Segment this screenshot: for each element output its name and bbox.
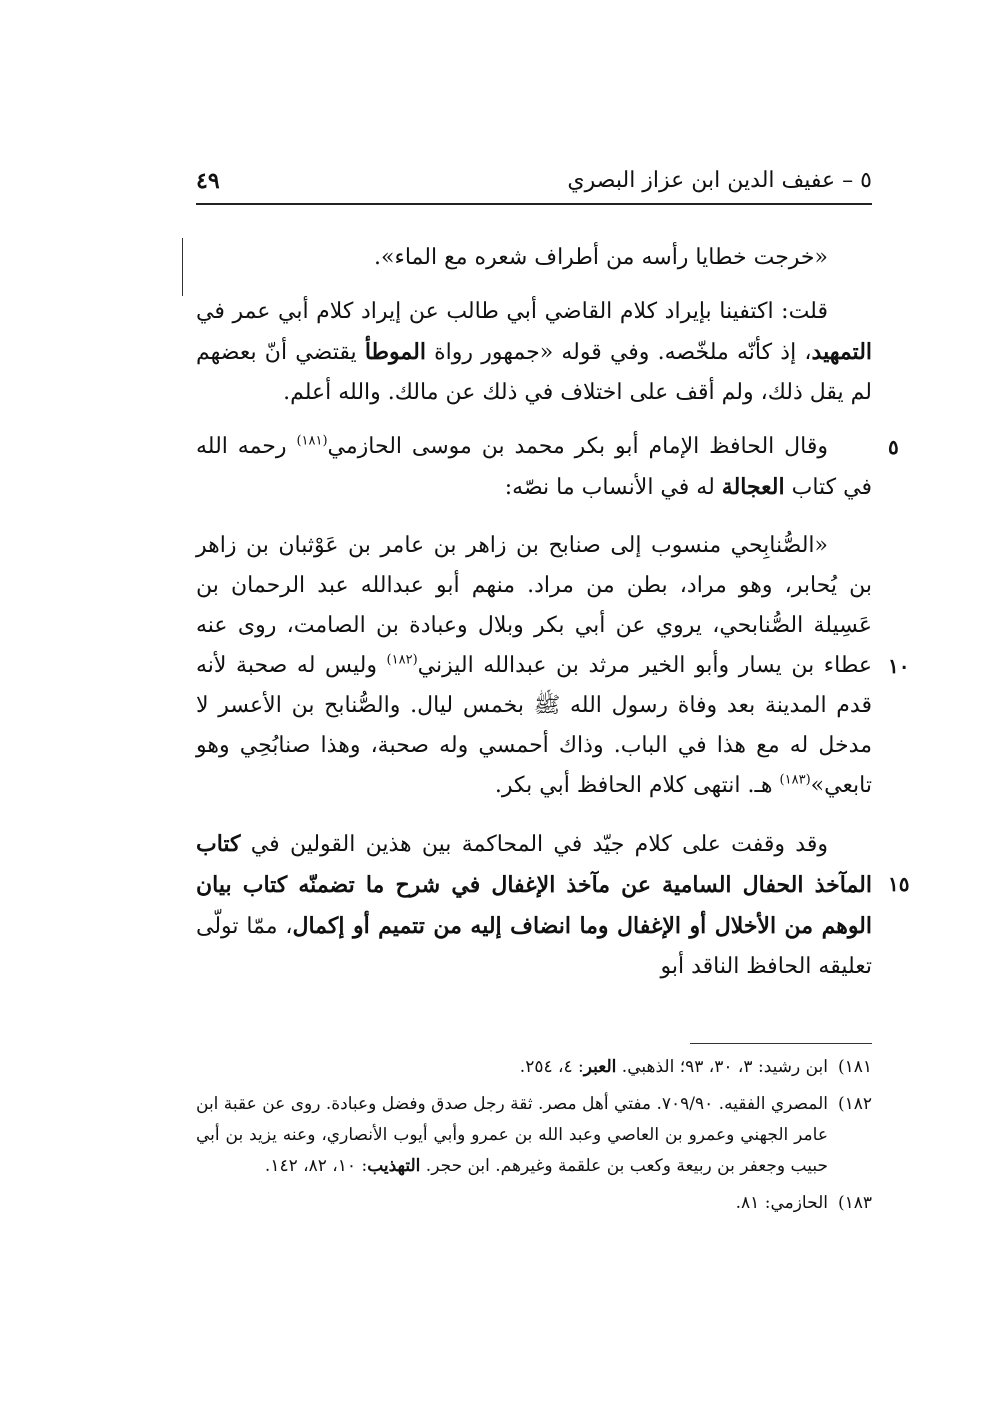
footnote-ref-181: (١٨١) — [296, 433, 328, 449]
hazimi-text-1: وقال الحافظ الإمام أبو بكر محمد بن موسى الحازمي — [327, 434, 828, 459]
line-number-5: ٥ — [888, 435, 899, 459]
footnote-rule — [690, 1043, 872, 1044]
sunabihi-quote-paragraph — [196, 526, 910, 806]
sunabihi-text-2: وليس له صحبة لأنه قدم المدينة بعد وفاة رسول الله ﷺ بخمس ليال. والصُّنابح بن الأعسر لا مدخل له مع هذا في الباب. وذاك أحمسي وله صحبة، وهذا صنابُحِي وهو تابعي» — [196, 653, 872, 798]
footnote-182 — [196, 1089, 872, 1182]
line-number-15: ١٥ — [888, 872, 910, 896]
header-rule — [196, 203, 872, 205]
commentary-paragraph — [196, 292, 872, 413]
footnote-183 — [196, 1188, 872, 1219]
hazimi-text-3: له في الأنساب ما نصّه: — [504, 475, 722, 500]
footnote-book-title: العبر — [583, 1057, 617, 1077]
footnote-text-end: : ١٠، ٨٢، ١٤٢. — [264, 1156, 368, 1176]
hazimi-text-2: رحمه الله في كتاب — [196, 434, 872, 500]
margin-marker — [182, 238, 183, 296]
line-number-10: ١٠ — [888, 654, 910, 678]
footnote-181 — [196, 1052, 872, 1083]
book-title-ujala: العجالة — [721, 474, 785, 500]
footnote-ref-183: (١٨٣) — [779, 772, 811, 788]
footnote-ref-182: (١٨٢) — [386, 652, 418, 668]
running-header-title: ٥ – عفيف الدين ابن عزاز البصري — [567, 168, 872, 193]
hazimi-intro-paragraph — [196, 427, 899, 508]
footnotes — [196, 1052, 872, 1225]
footnote-number: ١٨٣) — [837, 1193, 872, 1213]
commentary-text-1: قلت: اكتفينا بإيراد كلام القاضي أبي طالب عن إيراد كلام أبي عمر في — [196, 299, 828, 324]
footnote-text: ابن رشيد: ٣، ٣٠، ٩٣؛ الذهبي. — [616, 1057, 828, 1077]
commentary-text-3: يقتضي أنّ بعضهم لم يقل ذلك، ولم أقف على اختلاف في ذلك عن مالك. والله أعلم. — [196, 340, 872, 405]
footnote-number: ١٨٢) — [837, 1094, 872, 1114]
main-text — [196, 238, 910, 987]
footnote-text-end: : ٤، ٢٥٤. — [519, 1057, 584, 1077]
sunabihi-text-3: هـ. انتهى كلام الحافظ أبي بكر. — [494, 773, 780, 798]
quote-text: «خرجت خطايا رأسه من أطراف شعره مع الماء». — [374, 245, 828, 270]
maakhidh-text-2: ، ممّا تولّى تعليقه الحافظ الناقد أبو — [196, 914, 872, 979]
maakhidh-text-1: وقد وقفت على كلام جيّد في المحاكمة بين هذين القولين في — [240, 832, 828, 857]
footnote-book-title: التهذيب — [367, 1156, 421, 1176]
footnote-text: المصري الفقيه. ٧٠٩/٩٠. مفتي أهل مصر. ثقة رجل صدق وفضل وعبادة. روى عن عقبة ابن عامر الجهني وعمرو بن العاصي وعبد الله بن عمرو وأبي أيوب الأنصاري، وعنه يزيد بن أبي حبيب وجعفر بن ربيعة وكعب بن علقمة وغيرهم. ابن حجر. — [196, 1094, 828, 1176]
footnote-text: الحازمي: ٨١. — [735, 1193, 828, 1213]
book-title-tamhid: التمهيد — [811, 339, 873, 365]
page-number: ٤٩ — [196, 168, 220, 194]
quote-paragraph — [196, 238, 872, 278]
book-title-muwatta: الموطأ — [364, 339, 426, 365]
sunabihi-text-1: «الصُّنابِحي منسوب إلى صنابح بن زاهر بن عامر بن عَوْثبان بن زاهر بن يُحابر، وهو مراد، بطن من مراد. منهم أبو عبدالله عبد الرحمان بن عَسِيلة الصُّنابحي، يروي عن أبي بكر وبلال وعبادة بن الصامت، روى عنه عطاء بن يسار وأبو الخير مرثد بن عبدالله اليزني — [196, 533, 873, 678]
book-title-maakhidh: كتاب المآخذ الحفال السامية عن مآخذ الإغفال في شرح ما تضمنّه كتاب بيان الوهم من الأخلال أو الإغفال وما انضاف إليه من تتميم أو إكمال — [196, 831, 872, 939]
footnote-number: ١٨١) — [837, 1057, 872, 1077]
commentary-text-2: ، إذ كأنّه ملخّصه. وفي قوله «جمهور رواة — [425, 340, 812, 365]
maakhidh-paragraph — [196, 824, 910, 987]
running-header — [196, 168, 872, 208]
